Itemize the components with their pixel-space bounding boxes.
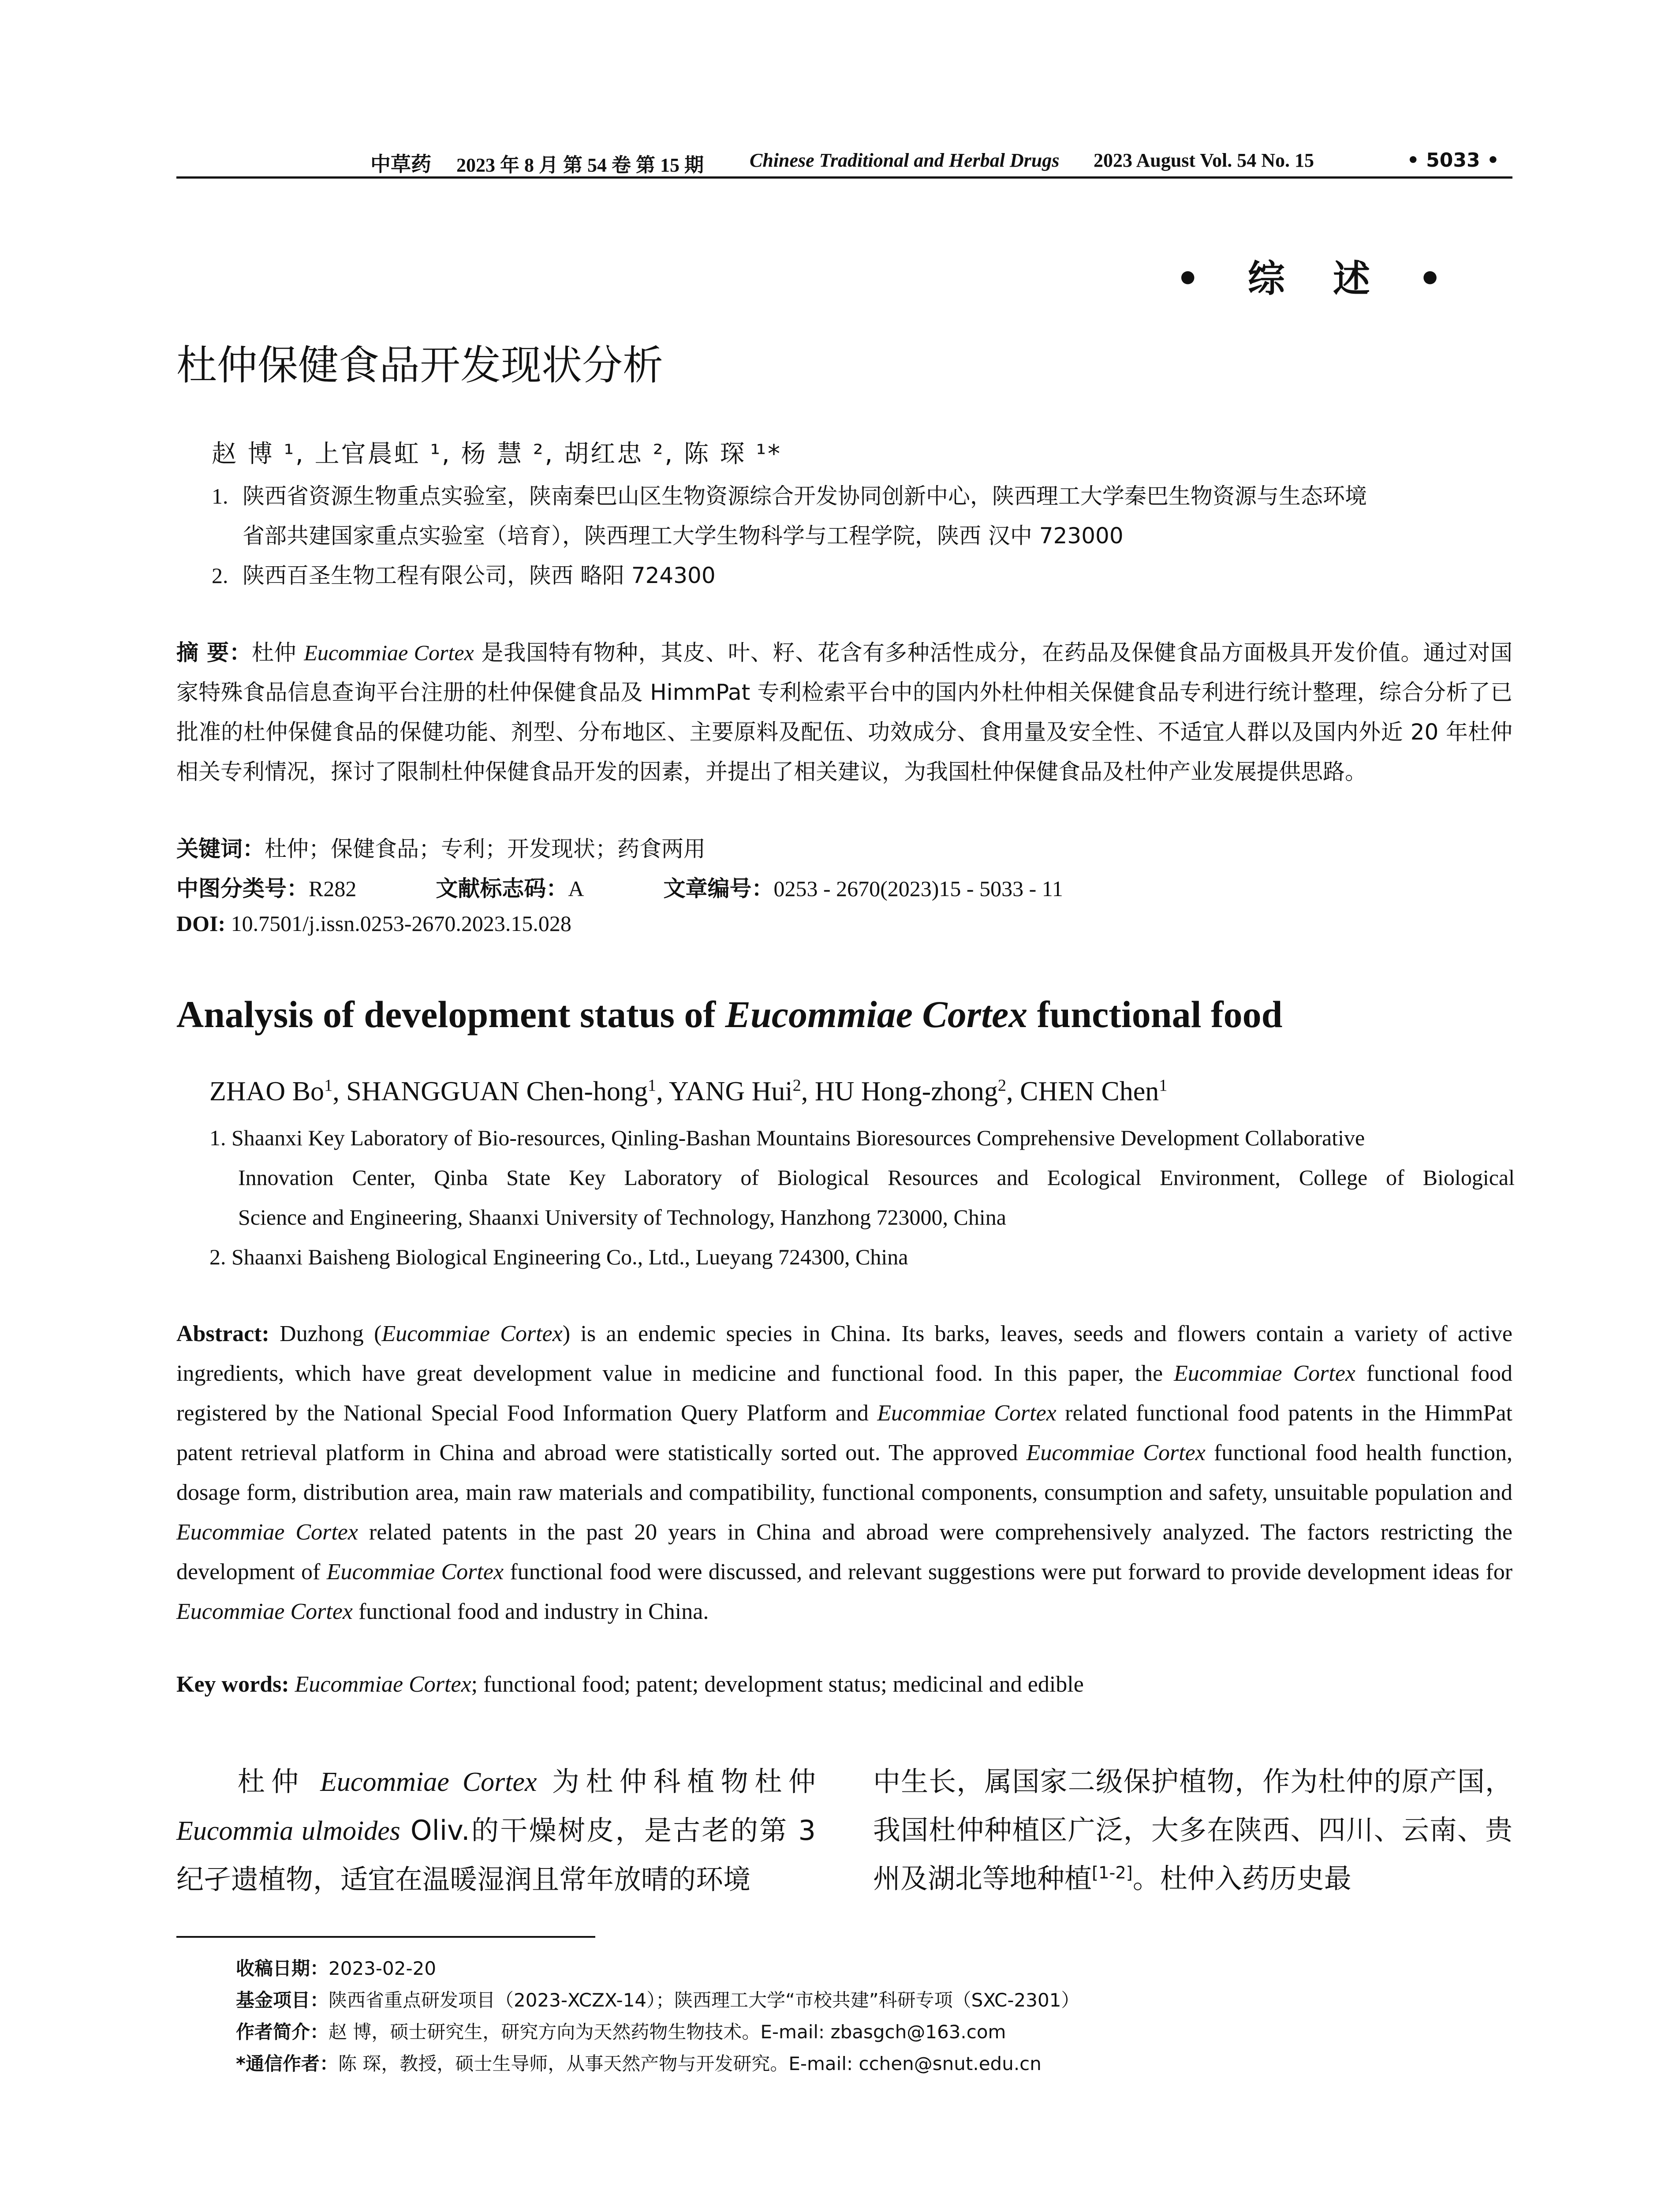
author-affiliation-mark: 1 [1159,1076,1168,1095]
affiliation-en-1-line2: Innovation Center, Qinba State Key Laboratory of Biological Resources and Ecological Environment, College of Biological [238,1165,1515,1190]
keywords-en-label: Key words: [176,1672,289,1697]
abstract-cn-label: 摘 要： [176,640,252,665]
footnote-text: 陈 琛，教授，硕士生导师，从事天然产物与开发研究。E-mail: cchen@snut.edu.cn [338,2053,1042,2074]
doc-code-label: 文献标志码： [436,876,568,901]
doi-label: DOI: [176,911,226,936]
footnote-received [236,1953,436,1984]
affiliation-number: 2. [212,563,228,588]
abstract-en-text: functional food were discussed, and relevant suggestions were put forward to provide development ideas for [504,1559,1513,1585]
abstract-cn-text: 杜仲 [251,640,304,665]
author-affiliation-mark: 2 [997,1076,1007,1095]
doi-row [176,911,571,936]
author-affiliation-mark: 1 [324,1076,333,1095]
author-name: CHEN Chen [1020,1076,1159,1106]
latin-name: Eucommia ulmoides [176,1816,400,1846]
footnote-text: 赵 博，硕士研究生，研究方向为天然药物生物技术。E-mail: zbasgch@163.com [329,2021,1006,2043]
affiliation-text: 陕西省资源生物重点实验室，陕南秦巴山区生物资源综合开发协同创新中心，陕西理工大学秦巴生物资源与生态环境 [243,483,1367,509]
footnote-text: 陕西省重点研发项目（2023-XCZX-14）；陕西理工大学“市校共建”科研专项（SXC-2301） [329,1989,1080,2011]
affiliation-text: 陕西百圣生物工程有限公司，陕西 略阳 724300 [243,563,716,588]
body-text: 为杜仲科植物杜仲 [537,1765,816,1798]
clc-value: R282 [309,876,357,901]
clc-label: 中图分类号： [176,876,309,901]
abstract-en-text: functional food and industry in China. [353,1599,709,1624]
latin-name: Eucommiae Cortex [1026,1440,1206,1465]
doi-link[interactable]: 10.7501/j.issn.0253-2670.2023.15.028 [225,911,571,936]
footnote-label: 收稿日期： [236,1958,329,1979]
abstract-en-text: functional food registered by the National Special Food Information Query Platform and [176,1361,1513,1426]
running-header [176,146,1512,179]
authors-cn: 赵 博 ¹, 上官晨虹 ¹, 杨 慧 ², 胡红忠 ², 陈 琛 ¹* [212,440,782,468]
affiliation-en-1-line3: Science and Engineering, Shaanxi University of Technology, Hanzhong 723000, China [238,1205,1006,1230]
abstract-en-text: related functional food patents in the HimmPat patent retrieval platform in China and abroad were statistically sorted out. The approved [176,1401,1512,1465]
affiliation-text: 省部共建国家重点实验室（培育），陕西理工大学生物科学与工程学院，陕西 汉中 723000 [243,523,1124,549]
keywords-cn-text: 杜仲；保健食品；专利；开发现状；药食两用 [265,836,706,862]
author-name: HU Hong-zhong [814,1076,998,1106]
author-name: YANG Hui [668,1076,793,1106]
doc-code-value: A [568,876,584,901]
issue-date-cn: 2023 年 8 月 第 54 卷 第 15 期 [456,154,704,176]
affiliation-en-2 [209,1237,1515,1277]
abstract-en [176,1314,1512,1632]
author-name: SHANGGUAN Chen-hong [346,1076,648,1106]
abstract-en-text: Duzhong ( [269,1321,382,1346]
page-number: • 5033 • [1407,149,1499,172]
latin-name: Eucommiae Cortex [176,1599,353,1624]
body-column-left [176,1757,816,1904]
abstract-en-label: Abstract: [176,1321,269,1346]
author-name: ZHAO Bo [209,1076,325,1106]
title-en [176,992,1282,1036]
journal-name-cn: 中草药 [370,152,431,176]
section-label: • 综 述 • [1176,257,1460,300]
affiliation-cn-1 [212,476,1517,516]
keywords-cn-label: 关键词： [176,836,265,862]
body-column-right [873,1757,1512,1903]
affiliation-cn-2 [212,556,1517,595]
latin-name: Eucommiae Cortex [877,1401,1057,1426]
affiliation-number: 1. [212,484,228,508]
footnote-label: 基金项目： [236,1989,329,2011]
latin-name: Eucommiae Cortex [1174,1361,1355,1386]
latin-name: Eucommiae Cortex [381,1321,563,1346]
keywords-en-text: ; functional food; patent; development status; medicinal and edible [471,1672,1084,1697]
footnote-label: *通信作者： [236,2053,338,2074]
body-text: 。杜仲入药历史最 [1132,1862,1351,1895]
footnote-divider [176,1936,595,1938]
footnote-label: 作者简介： [236,2021,329,2043]
affiliation-number: 1. [209,1125,226,1150]
title-cn: 杜仲保健食品开发现状分析 [176,342,664,389]
body-text: Oliv.的干燥树皮，是古老的第 3 纪孑遗植物，适宜在温暖湿润且常年放晴的环境 [176,1814,816,1895]
article-number-label: 文章编号： [663,876,774,901]
latin-name: Eucommiae Cortex [320,1767,537,1797]
body-text: 中生长，属国家二级保护植物，作为杜仲的原产国，我国杜仲种植区广泛，大多在陕西、四川、云南、贵州及湖北等地种植 [873,1765,1512,1895]
keywords-cn [176,831,706,863]
latin-name: Eucommiae Cortex [304,640,474,665]
latin-name: Eucommiae Cortex [176,1520,358,1545]
abstract-cn-text: 是我国特有物种，其皮、叶、籽、花含有多种活性成分，在药品及保健食品方面极具开发价值。通过对国家特殊食品信息查询平台注册的杜仲保健食品及 HimmPat 专利检索平台中的国内外杜仲相关保健食品专利进行统计整理，综合分析了已批准的杜仲保健食品的保健功能、剂型、分布地区、主要原料及配伍、功效成分、食用量及安全性、不适宜人群以及国内外近 20 年杜仲相关专利情况，探讨了限制杜仲保健食品开发的因素，并提出了相关建议，为我国杜仲保健食品及杜仲产业发展提供思路。 [176,640,1512,785]
keywords-en [176,1671,1084,1697]
article-number-value: 0253 - 2670(2023)15 - 5033 - 11 [773,876,1063,901]
affiliation-en-1 [209,1118,1515,1158]
affiliation-text: Shaanxi Baisheng Biological Engineering Co., Ltd., Lueyang 724300, China [231,1245,908,1269]
reference-marker[interactable]: [1-2] [1092,1863,1133,1883]
affiliation-text: Shaanxi Key Laboratory of Bio-resources, Qinling-Bashan Mountains Bioresources Comprehensive Development Collaborative [231,1125,1365,1150]
author-affiliation-mark: 1 [647,1076,657,1095]
authors-en: ZHAO Bo$^1$, SHANGGUAN Chen-hong$^1$, YANG Hui$^2$, HU Hong-zhong$^2$, CHEN Chen$^1$ [209,1076,1168,1106]
abstract-cn [176,633,1512,792]
abstract-en-text: ) is an endemic species in China. Its barks, leaves, seeds and flowers contain a variety of active ingredients, which have great development value in medicine and functional food. In this paper, the [176,1321,1512,1386]
affiliation-cn-1-cont [243,516,1517,556]
abstract-en-text: related patents in the past 20 years in China and abroad were comprehensively analyzed. The factors restricting the development of [176,1520,1512,1585]
journal-name-en: Chinese Traditional and Herbal Drugs [750,149,1060,171]
latin-name: Eucommiae Cortex [295,1672,471,1697]
title-en-text: functional food [1027,993,1283,1035]
abstract-en-text: functional food health function, dosage form, distribution area, main raw materials and compatibility, functional components, consumption and safety, unsuitable population and [176,1440,1512,1505]
title-en-text: Analysis of development status of [176,993,725,1035]
footnote-corresponding [236,2048,1042,2080]
title-en-latin: Eucommiae Cortex [725,993,1028,1035]
classification-row [176,871,1063,903]
body-text: 杜仲 [231,1765,321,1798]
author-affiliation-mark: 2 [792,1076,801,1095]
affiliation-number: 2. [209,1245,226,1269]
issue-info-en: 2023 August Vol. 54 No. 15 [1094,149,1314,171]
footnote-text: 2023-02-20 [329,1958,437,1979]
footnote-fund [236,1984,1079,2016]
footnote-author [236,2016,1006,2048]
latin-name: Eucommiae Cortex [326,1559,504,1585]
